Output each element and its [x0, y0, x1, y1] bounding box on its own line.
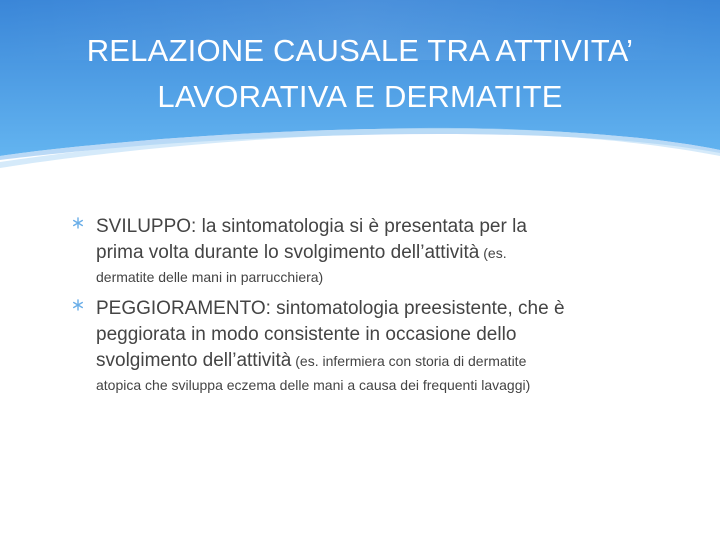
bullet-1-line-2 — [96, 240, 672, 266]
bullet-item-peggioramento — [72, 296, 672, 396]
bullet-2-line-3 — [96, 348, 672, 374]
slide-title — [0, 28, 720, 120]
title-line-2: LAVORATIVA E DERMATITE — [157, 79, 563, 114]
bullet-2-line-3-main: svolgimento dell’attività — [96, 350, 292, 371]
bullet-list — [72, 214, 672, 404]
bullet-2-line-3-note: (es. infermiera con storia di dermatite — [291, 353, 527, 369]
bullet-1-line-1: SVILUPPO: la sintomatologia si è presentata per la — [96, 216, 527, 237]
bullet-2-line-2: peggiorata in modo consistente in occasione dello — [96, 324, 517, 345]
title-banner — [0, 0, 720, 175]
bullet-2-note-line: atopica che sviluppa eczema delle mani a causa dei frequenti lavaggi) — [96, 377, 531, 393]
bullet-1-line-2-main: prima volta durante lo svolgimento dell’attività — [96, 242, 480, 263]
asterisk-bullet-icon — [72, 217, 84, 229]
bullet-2-line-1: PEGGIORAMENTO: sintomatologia preesistente, che è — [96, 298, 565, 319]
asterisk-bullet-icon — [72, 299, 84, 311]
bullet-1-note-line: dermatite delle mani in parrucchiera) — [96, 269, 324, 285]
bullet-1-line-2-note: (es. — [479, 245, 507, 261]
title-line-1: RELAZIONE CAUSALE TRA ATTIVITA’ — [86, 33, 634, 68]
bullet-item-sviluppo — [72, 214, 672, 288]
